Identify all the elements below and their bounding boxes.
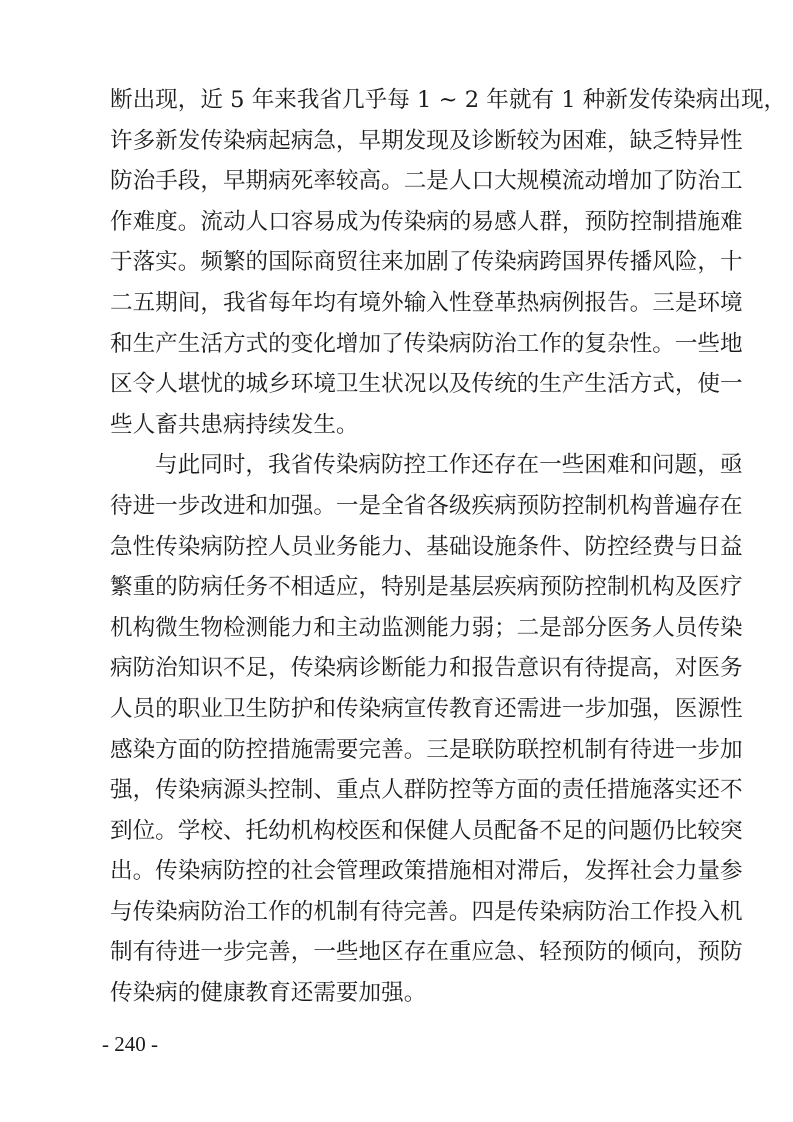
text-line: 些人畜共患病持续发生。 [110, 411, 359, 438]
text-line: 传染病的健康教育还需要加强。 [110, 980, 427, 1007]
text-line: 与此同时，我省传染病防控工作还存在一些困难和问题，亟 [155, 452, 743, 479]
text-line: 二五期间，我省每年均有境外输入性登革热病例报告。三是环境 [110, 289, 743, 316]
text-line: 感染方面的防控措施需要完善。三是联防联控机制有待进一步加 [110, 736, 743, 763]
text-line: 和生产生活方式的变化增加了传染病防治工作的复杂性。一些地 [110, 330, 743, 357]
text-line: 区令人堪忧的城乡环境卫生状况以及传统的生产生活方式，使一 [110, 371, 743, 398]
text-line: 许多新发传染病起病急，早期发现及诊断较为困难，缺乏特异性 [110, 127, 743, 154]
text-line: 待进一步改进和加强。一是全省各级疾病预防控制机构普遍存在 [110, 492, 743, 519]
text-line: 病防治知识不足，传染病诊断能力和报告意识有待提高，对医务 [110, 655, 743, 682]
text-line: 防治手段，早期病死率较高。二是人口大规模流动增加了防治工 [110, 168, 743, 195]
page-number: - 240 - [102, 1032, 158, 1056]
text-line: 机构微生物检测能力和主动监测能力弱；二是部分医务人员传染 [110, 614, 743, 641]
text-line: 到位。学校、托幼机构校医和保健人员配备不足的问题仍比较突 [110, 817, 743, 844]
text-line: 作难度。流动人口容易成为传染病的易感人群，预防控制措施难 [110, 208, 743, 235]
text-line: 于落实。频繁的国际商贸往来加剧了传染病跨国界传播风险，十 [110, 249, 743, 276]
text-line: 出。传染病防控的社会管理政策措施相对滞后，发挥社会力量参 [110, 858, 743, 885]
body-text [110, 80, 787, 1014]
paragraph-2 [110, 445, 743, 1013]
paragraph-1 [110, 80, 787, 445]
text-line: 人员的职业卫生防护和传染病宣传教育还需进一步加强，医源性 [110, 695, 743, 722]
text-line: 急性传染病防控人员业务能力、基础设施条件、防控经费与日益 [110, 533, 743, 560]
text-line: 强，传染病源头控制、重点人群防控等方面的责任措施落实还不 [110, 777, 743, 804]
text-line: 与传染病防治工作的机制有待完善。四是传染病防治工作投入机 [110, 898, 743, 925]
text-line: 繁重的防病任务不相适应，特别是基层疾病预防控制机构及医疗 [110, 574, 743, 601]
text-line: 断出现，近 5 年来我省几乎每 1 ~ 2 年就有 1 种新发传染病出现， [110, 87, 787, 113]
text-line: 制有待进一步完善，一些地区存在重应急、轻预防的倾向，预防 [110, 939, 743, 966]
